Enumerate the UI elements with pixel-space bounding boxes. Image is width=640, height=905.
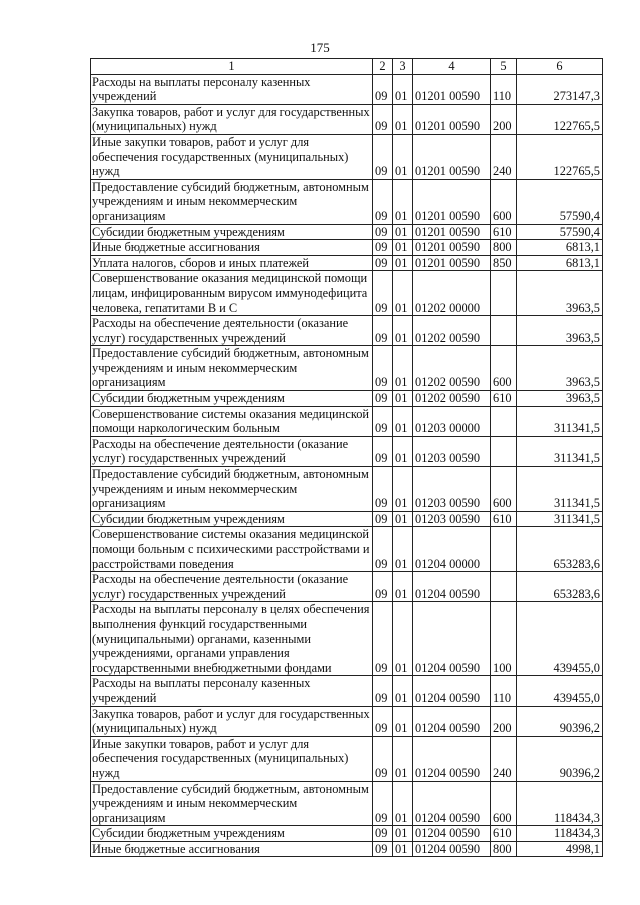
row-target-article: 01204 00590 xyxy=(413,572,491,602)
row-description: Расходы на обеспечение деятельности (оказание услуг) государственных учреждений xyxy=(91,316,373,346)
row-target-article: 01204 00590 xyxy=(413,826,491,842)
row-amount: 3963,5 xyxy=(517,271,603,316)
row-description: Закупка товаров, работ и услуг для государственных (муниципальных) нужд xyxy=(91,706,373,736)
row-description: Расходы на выплаты персоналу казенных учреждений xyxy=(91,74,373,104)
row-description: Предоставление субсидий бюджетным, автономным учреждениям и иным некоммерческим организациям xyxy=(91,346,373,391)
row-subsection-code: 01 xyxy=(393,676,413,706)
row-target-article: 01201 00590 xyxy=(413,74,491,104)
row-amount: 3963,5 xyxy=(517,346,603,391)
table-row xyxy=(91,436,603,466)
row-section-code: 09 xyxy=(373,736,393,781)
table-row xyxy=(91,346,603,391)
row-subsection-code: 01 xyxy=(393,406,413,436)
column-header: 5 xyxy=(491,59,517,75)
table-row xyxy=(91,841,603,857)
row-description: Субсидии бюджетным учреждениям xyxy=(91,224,373,240)
row-amount: 3963,5 xyxy=(517,316,603,346)
row-expense-type: 610 xyxy=(491,511,517,527)
row-subsection-code: 01 xyxy=(393,527,413,572)
row-subsection-code: 01 xyxy=(393,436,413,466)
row-subsection-code: 01 xyxy=(393,104,413,134)
row-section-code: 09 xyxy=(373,316,393,346)
row-target-article: 01201 00590 xyxy=(413,240,491,256)
row-section-code: 09 xyxy=(373,602,393,676)
row-target-article: 01204 00590 xyxy=(413,676,491,706)
table-row xyxy=(91,391,603,407)
row-expense-type: 800 xyxy=(491,841,517,857)
row-amount: 311341,5 xyxy=(517,406,603,436)
row-description: Субсидии бюджетным учреждениям xyxy=(91,511,373,527)
row-subsection-code: 01 xyxy=(393,271,413,316)
row-target-article: 01201 00590 xyxy=(413,104,491,134)
table-row xyxy=(91,602,603,676)
row-expense-type: 800 xyxy=(491,240,517,256)
row-amount: 6813,1 xyxy=(517,255,603,271)
row-section-code: 09 xyxy=(373,271,393,316)
row-description: Иные закупки товаров, работ и услуг для обеспечения государственных (муниципальных) нужд xyxy=(91,736,373,781)
row-section-code: 09 xyxy=(373,826,393,842)
row-target-article: 01202 00590 xyxy=(413,316,491,346)
table-row xyxy=(91,224,603,240)
row-amount: 122765,5 xyxy=(517,134,603,179)
row-subsection-code: 01 xyxy=(393,511,413,527)
row-section-code: 09 xyxy=(373,134,393,179)
row-amount: 57590,4 xyxy=(517,224,603,240)
row-subsection-code: 01 xyxy=(393,706,413,736)
table-row xyxy=(91,572,603,602)
column-header: 3 xyxy=(393,59,413,75)
column-header: 4 xyxy=(413,59,491,75)
row-target-article: 01201 00590 xyxy=(413,134,491,179)
row-amount: 122765,5 xyxy=(517,104,603,134)
row-amount: 311341,5 xyxy=(517,511,603,527)
row-subsection-code: 01 xyxy=(393,346,413,391)
row-target-article: 01204 00590 xyxy=(413,706,491,736)
row-subsection-code: 01 xyxy=(393,255,413,271)
row-section-code: 09 xyxy=(373,436,393,466)
row-expense-type: 600 xyxy=(491,346,517,391)
row-target-article: 01204 00590 xyxy=(413,841,491,857)
row-expense-type xyxy=(491,271,517,316)
row-amount: 311341,5 xyxy=(517,436,603,466)
row-subsection-code: 01 xyxy=(393,467,413,512)
row-target-article: 01202 00000 xyxy=(413,271,491,316)
row-expense-type: 600 xyxy=(491,179,517,224)
row-amount: 6813,1 xyxy=(517,240,603,256)
row-section-code: 09 xyxy=(373,676,393,706)
row-amount: 3963,5 xyxy=(517,391,603,407)
row-amount: 118434,3 xyxy=(517,781,603,826)
row-target-article: 01204 00590 xyxy=(413,736,491,781)
table-row xyxy=(91,406,603,436)
table-row xyxy=(91,74,603,104)
table-row xyxy=(91,676,603,706)
row-section-code: 09 xyxy=(373,346,393,391)
budget-table xyxy=(90,58,603,857)
table-row xyxy=(91,467,603,512)
row-target-article: 01204 00000 xyxy=(413,527,491,572)
row-description: Уплата налогов, сборов и иных платежей xyxy=(91,255,373,271)
row-expense-type xyxy=(491,527,517,572)
row-section-code: 09 xyxy=(373,104,393,134)
row-expense-type: 200 xyxy=(491,104,517,134)
row-section-code: 09 xyxy=(373,406,393,436)
row-target-article: 01201 00590 xyxy=(413,255,491,271)
row-amount: 90396,2 xyxy=(517,706,603,736)
row-expense-type xyxy=(491,572,517,602)
row-expense-type: 240 xyxy=(491,134,517,179)
row-section-code: 09 xyxy=(373,74,393,104)
row-amount: 439455,0 xyxy=(517,602,603,676)
table-row xyxy=(91,736,603,781)
row-section-code: 09 xyxy=(373,391,393,407)
row-description: Субсидии бюджетным учреждениям xyxy=(91,826,373,842)
row-expense-type: 600 xyxy=(491,781,517,826)
row-amount: 439455,0 xyxy=(517,676,603,706)
table-row xyxy=(91,179,603,224)
row-description: Расходы на обеспечение деятельности (оказание услуг) государственных учреждений xyxy=(91,436,373,466)
row-target-article: 01203 00590 xyxy=(413,436,491,466)
row-subsection-code: 01 xyxy=(393,179,413,224)
row-expense-type: 610 xyxy=(491,826,517,842)
row-subsection-code: 01 xyxy=(393,826,413,842)
row-expense-type: 200 xyxy=(491,706,517,736)
row-subsection-code: 01 xyxy=(393,572,413,602)
row-description: Совершенствование системы оказания медицинской помощи наркологическим больным xyxy=(91,406,373,436)
table-row xyxy=(91,271,603,316)
row-section-code: 09 xyxy=(373,224,393,240)
table-row xyxy=(91,511,603,527)
row-subsection-code: 01 xyxy=(393,781,413,826)
column-header: 6 xyxy=(517,59,603,75)
row-expense-type: 110 xyxy=(491,74,517,104)
row-amount: 653283,6 xyxy=(517,572,603,602)
row-section-code: 09 xyxy=(373,240,393,256)
row-amount: 57590,4 xyxy=(517,179,603,224)
row-section-code: 09 xyxy=(373,511,393,527)
row-description: Предоставление субсидий бюджетным, автономным учреждениям и иным некоммерческим организациям xyxy=(91,781,373,826)
row-description: Предоставление субсидий бюджетным, автономным учреждениям и иным некоммерческим организациям xyxy=(91,179,373,224)
row-section-code: 09 xyxy=(373,781,393,826)
table-row xyxy=(91,104,603,134)
row-amount: 653283,6 xyxy=(517,527,603,572)
row-expense-type: 610 xyxy=(491,391,517,407)
row-amount: 4998,1 xyxy=(517,841,603,857)
table-row xyxy=(91,255,603,271)
row-description: Расходы на обеспечение деятельности (оказание услуг) государственных учреждений xyxy=(91,572,373,602)
row-description: Закупка товаров, работ и услуг для государственных (муниципальных) нужд xyxy=(91,104,373,134)
table-row xyxy=(91,706,603,736)
row-description: Иные закупки товаров, работ и услуг для обеспечения государственных (муниципальных) нужд xyxy=(91,134,373,179)
row-description: Иные бюджетные ассигнования xyxy=(91,841,373,857)
row-subsection-code: 01 xyxy=(393,736,413,781)
table-row xyxy=(91,781,603,826)
row-section-code: 09 xyxy=(373,841,393,857)
row-subsection-code: 01 xyxy=(393,391,413,407)
table-body xyxy=(91,74,603,857)
row-subsection-code: 01 xyxy=(393,602,413,676)
row-expense-type xyxy=(491,436,517,466)
row-section-code: 09 xyxy=(373,255,393,271)
table-row xyxy=(91,316,603,346)
row-target-article: 01201 00590 xyxy=(413,179,491,224)
row-section-code: 09 xyxy=(373,572,393,602)
row-expense-type: 850 xyxy=(491,255,517,271)
row-expense-type: 100 xyxy=(491,602,517,676)
row-amount: 90396,2 xyxy=(517,736,603,781)
table-row xyxy=(91,134,603,179)
row-target-article: 01203 00000 xyxy=(413,406,491,436)
row-expense-type xyxy=(491,406,517,436)
column-header: 2 xyxy=(373,59,393,75)
table-row xyxy=(91,826,603,842)
row-section-code: 09 xyxy=(373,706,393,736)
row-expense-type: 610 xyxy=(491,224,517,240)
row-description: Иные бюджетные ассигнования xyxy=(91,240,373,256)
row-target-article: 01204 00590 xyxy=(413,602,491,676)
row-target-article: 01201 00590 xyxy=(413,224,491,240)
row-target-article: 01203 00590 xyxy=(413,467,491,512)
row-expense-type: 600 xyxy=(491,467,517,512)
row-expense-type: 110 xyxy=(491,676,517,706)
table-row xyxy=(91,527,603,572)
row-subsection-code: 01 xyxy=(393,224,413,240)
row-target-article: 01204 00590 xyxy=(413,781,491,826)
table-header-row xyxy=(91,59,603,75)
row-expense-type xyxy=(491,316,517,346)
row-section-code: 09 xyxy=(373,179,393,224)
row-description: Совершенствование оказания медицинской помощи лицам, инфицированным вирусом иммунодефицита человека, гепатитами В и С xyxy=(91,271,373,316)
row-description: Субсидии бюджетным учреждениям xyxy=(91,391,373,407)
column-header: 1 xyxy=(91,59,373,75)
row-subsection-code: 01 xyxy=(393,240,413,256)
row-subsection-code: 01 xyxy=(393,74,413,104)
row-amount: 311341,5 xyxy=(517,467,603,512)
page-number: 175 xyxy=(310,40,330,55)
row-subsection-code: 01 xyxy=(393,134,413,179)
row-subsection-code: 01 xyxy=(393,841,413,857)
row-amount: 273147,3 xyxy=(517,74,603,104)
row-section-code: 09 xyxy=(373,467,393,512)
row-target-article: 01202 00590 xyxy=(413,346,491,391)
row-description: Совершенствование системы оказания медицинской помощи больным с психическими расстройствами и расстройствами поведения xyxy=(91,527,373,572)
row-target-article: 01203 00590 xyxy=(413,511,491,527)
row-description: Расходы на выплаты персоналу в целях обеспечения выполнения функций государственными (муниципальными) органами, казенными учреждениями, органами управления государственными внебюджетными фондами xyxy=(91,602,373,676)
row-subsection-code: 01 xyxy=(393,316,413,346)
row-amount: 118434,3 xyxy=(517,826,603,842)
row-description: Расходы на выплаты персоналу казенных учреждений xyxy=(91,676,373,706)
row-target-article: 01202 00590 xyxy=(413,391,491,407)
row-section-code: 09 xyxy=(373,527,393,572)
row-description: Предоставление субсидий бюджетным, автономным учреждениям и иным некоммерческим организациям xyxy=(91,467,373,512)
table-row xyxy=(91,240,603,256)
row-expense-type: 240 xyxy=(491,736,517,781)
